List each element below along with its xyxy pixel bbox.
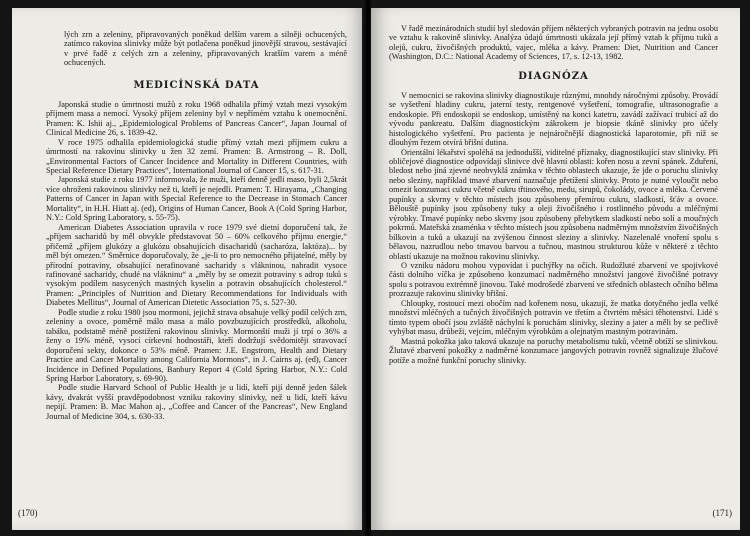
- page-number: (170): [18, 508, 38, 518]
- paragraph: Japonská studie z roku 1977 informovala, že muži, kteří denně jedli maso, byli 2,5krát více ohroženi rakovinou slinivky než ti, kteří je nejedli. Pramen: T. Hirayama, „Changing Patterns of Cancer in Japan with Special Reference to the Decrease in Stomach Cancer Mortality“, in H.H. Hiatt aj. (ed), Origins of Human Cancer, Book A (Cold Spring Harbor, N.Y.: Cold Spring Laboratory, s. 55-75).: [46, 175, 347, 223]
- paragraph: Orientální lékařství spoléhá na jednodušší, viditelné příznaky, diagnostikující stav slinivky. Při obličejové diagnostice odpovídají slinivce dvě hlavní oblasti: kořen nosu a zevní spánek. Zduření, bledost nebo jiná zjevné neobvyklá známka v těchto oblastech ukazuje, že jde o poruchu slinivky nebo sleziny, například tmavé zbarvení naznačuje přetížení slinivky. Proto je nutné vyloučit nebo omezit konzumaci cukru včetně cukru třtinového, medu, sirupů, čokolády, ovoce a mléka. Červené pupínky a skvrny v těchto místech jsou způsobeny přemírou cukru, sladkostí, šťáv a ovoce. Bělouště pupínky jsou způsobeny tuky a oleji živočišného i rostlinného původu a mléčnými výrobky. Tmavé pupínky nebo skvrny jsou způsobeny přebytkem sladkostí nebo solí a moučných pokrmů. Mateřská znaménka v těchto místech jsou způsobena nadměrným množstvím živočišných bílkovin a tuků a ukazují na zvýšenou činnost sleziny a slinivky. Nazelenalé vnoření spolu s bělavou, nazrudlou nebo tmavou barvou a tučnou, mastnou strukturou kůže v některé z těchto oblastí ukazuje na možnou rakovinu slinivky.: [389, 147, 718, 261]
- intro-paragraph: V řadě mezinárodních studií byl sledován příjem některých vybraných potravin na jednu osobu ve vztahu k rakovině slinivky. Analýza údajů úmrtnosti ukázala její přímý vztah k příjmu tuků a olejů, cukru, živočišných produktů, vajec, mléka a kávy. Pramen: Diet, Nutrition and Cancer (Washington, D.C.: National Academy of Sciences, 17, s. 12-13, 1982.: [389, 24, 718, 62]
- paragraph: O vzniku nádoru mohou vypovídat i puchýřky na očích. Rudožluté zbarvení ve spojivkové části dolního víčka je způsobeno konzumací nadměrného množství jangové živočišné potravy spolu s potravou extrémně jinovou. Také modrošedé zbarvení ve středních oblastech očního bělma prozrazuje rakovinu slinivky břišní.: [389, 260, 718, 299]
- left-page: [12, 8, 365, 530]
- paragraph: Mastná pokožka jako taková ukazuje na poruchy metabolismu tuků, včetně obtíží se slinivkou. Žlutavé zbarvení pokožky z nadměrné konzumace jangových potravin rovněž signalizuje žlučové potíže a možné funkční poruchy slinivky.: [389, 336, 718, 365]
- paragraph: V roce 1975 odhalila epidemiologická studie přímý vztah mezi příjmem cukru a úmrtností na rakovinu slinivky u žen 32 zemí. Pramen: B. Armstrong – R. Doll, „Environmental Factors of Cancer Incidence and Mortality in Different Countries, with Special Reference Dietary Practices“, International Journal of Cancer 15, s. 617-31.: [46, 137, 347, 175]
- paragraph: Podle studie z roku 1980 jsou mormoni, jejichž strava obsahuje velký podíl celých zrn, zeleniny a ovoce, poměrně málo masa a málo povzbuzujících prostředků, alkoholu, tabáku, podstatně méně postižení rakovinou slinivky. Mormonští muži jí trpí o 36% a ženy o 19% méně, vysocí církevní hodnostáři, kteří dodržují svědomitěji stravovací doporučení sekty, dokonce o 53% méně. Pramen: J.E. Engstrom, Health and Dietary Practice and Cancer Mortality among California Mormons“, in J. Cairns aj. (ed), Cancer Incidence in Defined Populations, Banbury Report 4 (Cold Spring Harbor, N.Y.: Cold Spring Harbor Laboratory, s. 69-90).: [46, 307, 347, 383]
- section-heading: MEDICÍNSKÁ DATA: [133, 79, 260, 91]
- paragraph: Japonská studie o úmrtnosti mužů z roku 1968 odhalila přímý vztah mezi vysokým příjmem masa a nemocí. Vysoký příjem zeleniny byl v nepřímém vztahu k onemocnění. Pramen: K. Ishii aj., „Epidemiological Problems of Pancreas Cancer“, Japan Journal of Clinical Medicine 26, s. 1839-42.: [46, 99, 347, 138]
- right-page: [371, 8, 740, 530]
- paragraph: Podle studie Harvard School of Public Health je u lidí, kteří pijí denně jeden šálek kávy, dvakrát vyšší pravděpodobnost vzniku rakoviny slinivky, než u lidí, kteří kávu nepijí. Pramen: B. Mac Mahon aj., „Coffee and Cancer of the Pancreas“, New England Journal of Medicine 304, s. 630-33.: [46, 383, 347, 421]
- paragraph: Chloupky, rostoucí mezi obočím nad kořenem nosu, ukazují, že matka dotyčného jedla velké množství mléčných a tučných živočišných potravin ve třetím a čtvrtém měsíci těhotenství. Lidé s tímto typem obočí jsou zvláště náchylní k poruchám slinivky, sleziny a jater a měli by se pečlivě vyhýbat masu, drůbeži, vejcím, mléčným výrobkům a olejnatým mastným potravinám.: [389, 298, 718, 337]
- intro-paragraph: lých zrn a zeleniny, připravovaných poněkud delším varem a silněji ochucených, zatímco rakovina slinivky může být potlačena poněkud jinovější stravou, sestávající v prvé řadě z celých zrn a zeleniny, připravovaných kratším varem a méně ochucených.: [64, 30, 347, 68]
- paragraph: American Diabetes Association upravila v roce 1979 své dietní doporučení tak, že „příjem sacharidů by měl obvykle představovat 50 – 60% celkového příjmu energie,“ přičemž „příjem glukózy a glukózu obsahujících disacharidů (sacharóza, laktóza)... by měl být omezen.“ Směrnice doporučovaly, že „je-li to pro nemocného přijatelné, měly by přírodní potraviny, obsahující nerafinované sacharidy s vlákninou, nahradit vysoce rafinované sacharidy, chudé na vlákninu“ a „měly by se omezit potraviny s adrop tuků s vysokým podílem nasycených mastných kyselin a potravin obsahujících cholesterol.“ Pramen: „Principles of Nutrition and Dietary Recommendations for Individuals with Diabetes Mellitus“, Journal of American Dietetic Association 75, s. 527-30.: [46, 222, 347, 308]
- page-number: (171): [712, 508, 732, 518]
- section-heading: DIAGNÓZA: [518, 70, 589, 82]
- paragraph: V nemocnici se rakovina slinivky diagnostikuje různými, mnohdy náročnými způsoby. Provádí se vyšetření hladiny cukru, jaterní testy, rentgenové vyšetření, tomografie, ultrasonografie a endoskopie. Při endoskopii se endoskop, umístěný na konci katetru, zavádí zažívací trubicí až do vývodu pankreatu. Dalším diagnostickým zákrokem je biopsie tkáně slinivky pro účely histologického vyšetření. Pro pacienta je nejnáročnější diagnostická laparotomie, při níž se dlouhým řezem otvírá břišní dutina.: [389, 90, 718, 148]
